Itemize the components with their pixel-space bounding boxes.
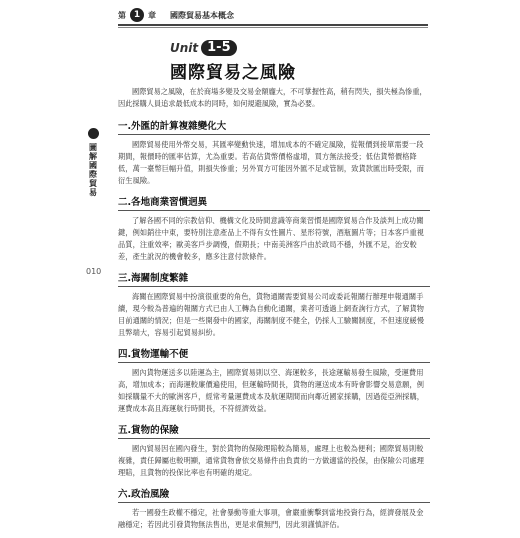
chapter-suffix: 章 — [148, 10, 156, 20]
section-body: 國內貨物運送多以陸運為主，國際貿易則以空、海運較多，長途運輸易發生風險，受運費用高，增加成本；而海運較廉價遍使用，但運輸時間長，貨物的運送成本有時會影響交易意願，例如採購量不大的歐洲客戶，經常考量運費成本及航運期間而向鄰近國家採購，因過從亞洲採購，運費成本高且海運航行時間長，不符經濟效益。 — [118, 368, 425, 413]
section-title: 二.各地商業習慣迥異 — [118, 194, 430, 211]
chapter-title: 國際貿易基本概念 — [170, 10, 234, 20]
section-title: 三.海關制度繁雜 — [118, 270, 430, 287]
section-political — [118, 486, 430, 531]
page-number: 010 — [86, 267, 102, 276]
side-tab-label: 圖解國際貿易 — [88, 143, 98, 197]
section-body: 若一國發生政權不穩定，社會暴動等重大事項，會嚴重衝擊到當地投資行為，經濟發展及金融穩定；若因此引發貨物無法售出，更是求償無門，因此須謹慎評估。 — [118, 508, 424, 529]
section-customs-system — [118, 270, 430, 339]
side-tab — [86, 128, 100, 197]
section-body: 了解各國不同的宗教信仰、機構文化及時間意識等商業習慣是國際貿易合作及談判上成功關鍵，例如銷往中東，要特別注意產品上不得有女性圖片、星形符號，酒瓶圖片等；日本客戶重視品質，注重效率；歐美客戶步調慢，假期長；中南美洲客戶由於政局不穩，外匯不足，治安較差，產生訛況的機會較多，應多注意付款條件。 — [118, 216, 425, 261]
unit-heading — [170, 40, 237, 56]
section-transport — [118, 346, 430, 415]
header-rule-thin — [118, 27, 428, 28]
side-tab-dot-icon — [88, 128, 99, 139]
section-title: 四.貨物運輸不便 — [118, 346, 430, 363]
main-content — [118, 86, 430, 538]
section-body: 國際貿易使用外幣交易，其匯率變動快速，增加成本的不確定風險，從報價到接單需要一段期間，報價時的匯率估算，尤為重要。若高估貨幣價格虛增，買方無法接受；低估貨幣價格降低，萬一臺幣巨幅升值，則損失慘重；另外買方可能因外匯不足或管制，致貨款匯出時受限，而衍生風險。 — [118, 140, 425, 185]
section-body: 國內貿易因在國內發生，對於貨物的保險理賠較為簡易，處理上也較為便利；國際貿易則較複雜，責任歸屬也較明顯，通常貨物會依交易條件由負責的一方做適當的投保，由保險公司處理理賠，且貨物的投保比率也有明確的規定。 — [118, 444, 425, 477]
section-customs-habits — [118, 194, 430, 263]
section-title: 一.外匯的計算複雜變化大 — [118, 118, 430, 135]
chapter-prefix: 第 — [118, 10, 126, 20]
section-insurance — [118, 422, 430, 479]
header-rule — [118, 24, 428, 26]
section-title: 六.政治風險 — [118, 486, 430, 503]
unit-word: Unit — [170, 41, 199, 55]
unit-number-badge: 1-5 — [201, 40, 237, 56]
section-body: 海關在國際貿易中扮演很重要的角色，貨物通關需要貿易公司或委託報關行辦理申報通關手續，現今較為普遍的報關方式已由人工轉為自動化通關，業者可透過上網查詢行方式，了解貨物目前通關的情況；但是一些開發中的國家，海關制度不健全，仍採人工驗關制度，不但速度緩慢且弊端大，容易引起貿易糾紛。 — [118, 292, 425, 337]
section-exchange — [118, 118, 430, 187]
chapter-number-badge: 1 — [130, 8, 144, 22]
section-title: 五.貨物的保險 — [118, 422, 430, 439]
page-title: 國際貿易之風險 — [170, 63, 296, 83]
intro-paragraph: 國際貿易之風險，在於商場多變及交易金額龐大，不可掌握性高，稍有閃失，損失極為慘重，因此採購人員追求最低成本的同時，如何規避風險，實為必要。 — [118, 87, 427, 108]
chapter-header — [118, 8, 234, 22]
